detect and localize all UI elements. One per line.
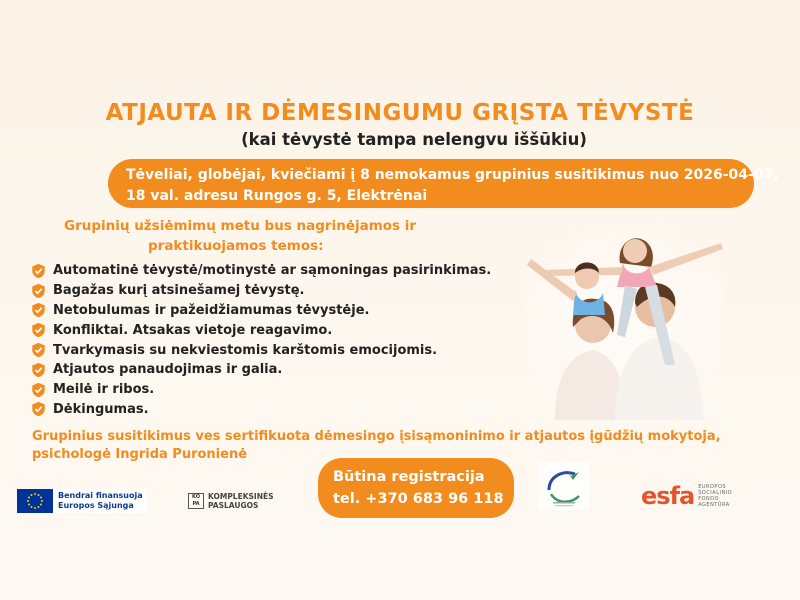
eu-logo-text [58,491,143,511]
esfa-sub-line-2: SOCIALINIO [698,490,733,496]
shield-check-icon [31,263,46,279]
list-item [31,400,491,420]
teacher-line-1: Grupinius susitikimus ves sertifikuota dėmesingo įsisąmoninimo ir atjautos įgūdžių mokytoja, [32,429,721,444]
shield-check-icon [31,342,46,358]
topic-text: Bagažas kurį atsinešamej tėvystę. [53,283,305,299]
list-item [31,281,491,301]
kompleksines-paslaugos-logo [188,492,274,510]
invitation-banner [108,159,779,208]
topic-text: Konfliktai. Atsakas vietoje reagavimo. [53,322,333,338]
family-photo [525,215,725,420]
esfa-sub-line-4: AGENTŪRA [698,502,730,508]
shield-check-icon [31,322,46,338]
invitation-line-2: 18 val. adresu Rungos g. 5, Elektrėnai [126,188,428,204]
esfa-logo-subtitle [698,484,732,508]
list-item [31,340,491,360]
shield-check-icon [31,362,46,378]
eu-logo-line-2: Europos Sąjunga [58,501,134,510]
topic-text: Meilė ir ribos. [53,382,155,398]
list-item [31,360,491,380]
shield-check-icon [31,401,46,417]
list-item [31,301,491,321]
eu-logo-line-1: Bendrai finansuoja [58,491,143,500]
eu-flag-icon [17,489,53,513]
list-item [31,261,491,281]
kp-logo-text [208,492,274,510]
shield-check-icon [31,283,46,299]
topic-text: Dėkingumas. [53,401,149,417]
teacher-line-2: psichologė Ingrida Puronienė [32,447,248,462]
shield-check-icon [31,382,46,398]
topics-list [31,261,491,419]
invitation-line-1: Tėveliai, globėjai, kviečiami į 8 nemokamus grupinius susitikimus nuo 2026-04-07, [126,167,779,183]
topic-text: Automatinė tėvystė/motinystė ar sąmoningas pasirinkimas. [53,263,492,279]
topic-text: Atjautos panaudojimas ir galia. [53,362,283,378]
poster-title: ATJAUTA IR DĖMESINGUMU GRĮSTA TĖVYSTĖ [105,100,695,126]
kp-logo-line-1: KOMPLEKSINĖS [208,492,274,501]
shield-check-icon [31,302,46,318]
kp-logo-mark: KO PA [188,493,204,509]
registration-line-1: Būtina registracija [333,469,485,485]
topics-heading-line-2: praktikuojamos temos: [148,238,324,254]
topic-text: Tvarkymasis su nekviestomis karštomis emocijomis. [53,342,438,358]
registration-phone: tel. +370 683 96 118 [333,491,504,507]
topics-heading [64,216,424,256]
registration-badge [318,458,514,518]
poster-subtitle: (kai tėvystė tampa nelengvu iššūkiu) [241,130,587,149]
esfa-logo-word: esfa [641,482,695,510]
bird-arc-logo [539,462,589,510]
eu-cofunded-logo [17,489,147,513]
topic-text: Netobulumas ir pažeidžiamumas tėvystėje. [53,302,370,318]
esfa-sub-line-1: EUROPOS [698,484,727,490]
esfa-sub-line-3: FONDO [698,496,720,502]
esfa-logo [641,482,732,510]
topics-heading-line-1: Grupinių užsiėmimų metu bus nagrinėjamos ir [64,218,417,234]
kp-logo-line-2: PASLAUGOS [208,501,259,510]
list-item [31,320,491,340]
list-item [31,380,491,400]
